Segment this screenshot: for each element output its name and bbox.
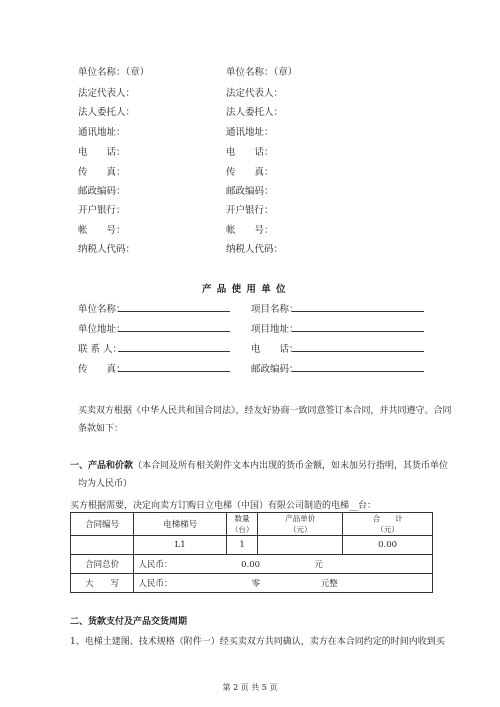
buyer-field: 单位名称：（章） xyxy=(78,67,150,78)
header-unit-price: 产品单价 （元） xyxy=(258,513,343,536)
seller-field: 传 真： xyxy=(226,167,274,178)
total-value-cell xyxy=(134,555,433,574)
header-total: 合 计 （元） xyxy=(343,513,433,536)
seller-field: 纳税人代码： xyxy=(226,244,284,255)
table-row xyxy=(71,536,433,555)
use-unit-title: 产 品 使 用 单 位 xyxy=(202,284,287,295)
buyer-field: 通讯地址： xyxy=(78,127,126,138)
use-unit-blank[interactable] xyxy=(292,311,424,312)
yuan-unit: 元 xyxy=(314,560,323,570)
table-caps-row xyxy=(71,574,433,593)
buyer-field: 纳税人代码： xyxy=(78,244,136,255)
use-unit-blank[interactable] xyxy=(118,351,230,352)
use-unit-blank[interactable] xyxy=(118,371,230,372)
seller-field: 开户银行： xyxy=(226,205,274,216)
section1-text: （本合同及所有相关附件文本内出现的货币金额，如未加另行指明，其货币单位 xyxy=(133,461,449,471)
buyer-field: 邮政编码： xyxy=(78,186,126,197)
use-unit-label: 邮政编码： xyxy=(251,364,299,375)
intro-paragraph: 买卖双方根据《中华人民共和国合同法》，经友好协商一致同意签订本合同，并共同遵守。合同 xyxy=(78,406,452,416)
use-unit-label: 项目地址： xyxy=(251,324,299,335)
intro-paragraph-cont: 条款如下： xyxy=(78,424,124,434)
buyer-field: 开户银行： xyxy=(78,205,126,216)
header-quantity: 数量 （台） xyxy=(226,513,258,536)
section2-text: 1、电梯土建图、技术规格（附件一）经买卖双方共同确认，卖方在本合同约定的时间内收到买 xyxy=(70,637,445,647)
caps-value-cell xyxy=(134,574,433,593)
cell-elevator-no: L1 xyxy=(134,536,226,555)
use-unit-blank[interactable] xyxy=(292,371,424,372)
use-unit-blank[interactable] xyxy=(118,311,230,312)
use-unit-label: 电 话： xyxy=(251,344,299,355)
seller-field: 电 话： xyxy=(226,147,274,158)
use-unit-label: 单位地址： xyxy=(78,324,126,335)
header-contract-no: 合同编号 xyxy=(71,513,134,536)
table-total-row xyxy=(71,555,433,574)
seller-field: 邮政编码： xyxy=(226,186,274,197)
section1-paragraph xyxy=(70,458,448,471)
seller-field: 单位名称：（章） xyxy=(226,67,298,78)
buyer-field: 电 话： xyxy=(78,147,126,158)
order-line: 买方根据需要，决定向卖方订购日立电梯（中国）有限公司制造的电梯__台： xyxy=(70,501,377,511)
product-price-table xyxy=(70,512,433,593)
cell-contract-no[interactable] xyxy=(71,536,134,555)
cell-unit-price[interactable] xyxy=(258,536,343,555)
buyer-field: 法人委托人： xyxy=(78,107,136,118)
header-elevator-no: 电梯梯号 xyxy=(134,513,226,536)
section1-heading: 一、产品和价款 xyxy=(70,461,134,471)
use-unit-blank[interactable] xyxy=(292,331,424,332)
caps-amount: 零 xyxy=(251,579,261,589)
section2-heading: 二、货款支付及产品交货周期 xyxy=(70,617,188,627)
rmb-label: 人民币： xyxy=(138,560,173,570)
use-unit-label: 项目名称： xyxy=(251,304,299,315)
table-header-row xyxy=(71,513,433,536)
buyer-field: 传 真： xyxy=(78,167,126,178)
cell-total: 0.00 xyxy=(343,536,433,555)
buyer-field: 法定代表人： xyxy=(78,88,136,99)
section1-text-cont: 均为人民币） xyxy=(78,479,133,489)
total-label: 合同总价 xyxy=(71,555,134,574)
buyer-field: 帐 号： xyxy=(78,225,126,236)
seller-field: 法定代表人： xyxy=(226,88,284,99)
page-number: 第 2 页 共 5 页 xyxy=(222,683,278,692)
use-unit-blank[interactable] xyxy=(118,331,230,332)
seller-field: 帐 号： xyxy=(226,225,274,236)
use-unit-label: 单位名称： xyxy=(78,304,126,315)
use-unit-label: 传 真： xyxy=(78,364,126,375)
caps-rmb-label: 人民币： xyxy=(138,579,173,589)
total-amount: 0.00 xyxy=(241,560,261,570)
caps-yuan-unit: 元整 xyxy=(320,579,338,589)
caps-label: 大 写 xyxy=(71,574,134,593)
cell-quantity: 1 xyxy=(226,536,258,555)
use-unit-blank[interactable] xyxy=(292,351,424,352)
use-unit-label: 联 系 人： xyxy=(78,344,123,355)
seller-field: 法人委托人： xyxy=(226,107,284,118)
seller-field: 通讯地址： xyxy=(226,127,274,138)
